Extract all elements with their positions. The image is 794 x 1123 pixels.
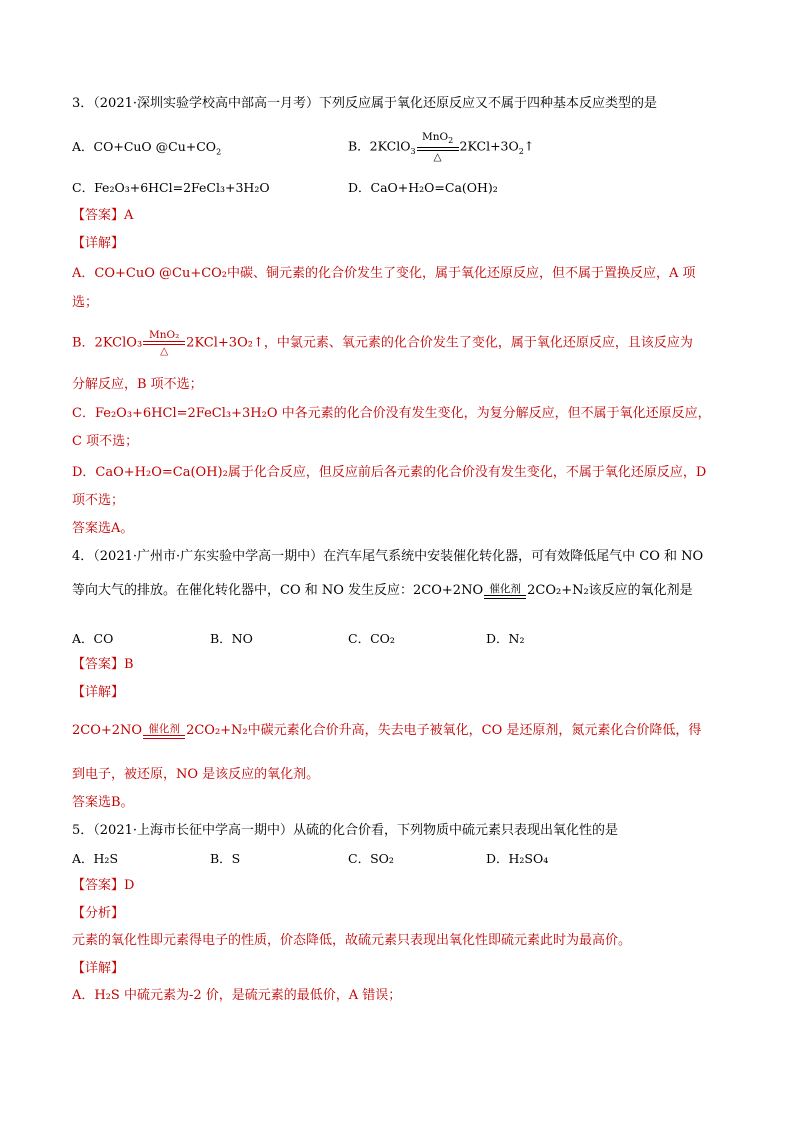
q3-explain-b-head: B．2KClO₃ (72, 335, 143, 351)
q5-answer: 【答案】D (72, 878, 135, 893)
q3-option-b-label: B．2KClO (348, 138, 411, 154)
q3-detail-title: 【详解】 (72, 236, 125, 251)
q5-option-a: A．H₂S (72, 851, 119, 866)
q4-stem-2 (72, 582, 693, 600)
q3-conclusion: 答案选A。 (72, 521, 134, 536)
q3-option-b-catalyst: MnO$_2$ (421, 131, 454, 146)
q5-analysis-title: 【分析】 (72, 906, 125, 921)
q4-explain-2: 到电子，被还原，NO 是该反应的氧化剂。 (72, 767, 320, 782)
q3-explain-a-1: A．CO+CuO @Cu+CO₂中碳、铜元素的化合价发生了变化，属于氧化还原反应，但不属于置换反应，A 项 (72, 266, 696, 281)
q4-detail-title: 【详解】 (72, 685, 125, 700)
q3-explain-b-1 (72, 329, 693, 357)
q3-option-c: C．Fe₂O₃+6HCl=2FeCl₃+3H₂O (72, 180, 270, 195)
q4-explain-catalyst: 催化剂 (148, 722, 180, 735)
reaction-equals-icon (143, 735, 185, 739)
q3-explain-d-1: D．CaO+H₂O=Ca(OH)₂属于化合反应，但反应前后各元素的化合价没有发生变化，不属于氧化还原反应，D (72, 465, 707, 480)
q4-conclusion: 答案选B。 (72, 795, 134, 810)
q3-explain-c-2: C 项不选； (72, 434, 139, 449)
heat-triangle-icon: △ (433, 151, 442, 164)
reaction-equals-icon (484, 595, 526, 599)
gas-arrow-icon: ↑ (523, 138, 535, 154)
q4-stem-condition (484, 583, 526, 599)
q5-option-b: B．S (210, 851, 241, 866)
q5-analysis: 元素的氧化性即元素得电子的性质，价态降低，故硫元素只表现出氧化性即硫元素此时为最高价。 (72, 933, 632, 948)
q4-option-b: B．NO (210, 631, 253, 646)
q4-option-a: A．CO (72, 631, 114, 646)
q3-explain-b-catalyst: MnO₂ (149, 329, 180, 341)
q4-stem-2-tail: 2CO₂+N₂该反应的氧化剂是 (527, 583, 693, 598)
q3-stem: 3．（2021·深圳实验学校高中部高一月考）下列反应属于氧化还原反应又不属于四种基本反应类型的是 (72, 96, 657, 111)
q3-option-b-sub2: 2 (518, 147, 524, 157)
q3-explain-a-2: 选； (72, 295, 99, 310)
q4-stem-1: 4．（2021·广州市·广东实验中学高一期中）在汽车尾气系统中安装催化转化器，可有效降低尾气中 CO 和 NO (72, 549, 704, 564)
q5-detail-title: 【详解】 (72, 961, 125, 976)
q3-option-a-sub: 2 (216, 147, 222, 157)
q4-stem-2-head: 等向大气的排放。在催化转化器中，CO 和 NO 发生反应：2CO+2NO (72, 583, 484, 598)
q4-stem-catalyst: 催化剂 (489, 582, 521, 595)
q3-explain-c-1: C．Fe₂O₃+6HCl=2FeCl₃+3H₂O 中各元素的化合价没有发生变化，为复分解反应，但不属于氧化还原反应， (72, 406, 711, 421)
q4-explain-tail: 2CO₂+N₂中碳元素化合价升高，失去电子被氧化，CO 是还原剂，氮元素化合价降低，得 (186, 723, 702, 738)
q4-explain-head: 2CO+2NO (72, 723, 143, 738)
q4-explain-1 (72, 722, 701, 740)
q3-option-b-rest: 2KCl+3O (459, 138, 519, 154)
q5-explain-a: A．H₂S 中硫元素为-2 价，是硫元素的最低价，A 错误； (72, 988, 402, 1003)
q3-explain-d-2: 项不选； (72, 493, 125, 508)
q3-explain-b-tail: 2KCl+3O₂↑，中氯元素、氧元素的化合价发生了变化，属于氧化还原反应，且该反应为 (186, 335, 693, 351)
heat-triangle-icon: △ (160, 345, 169, 357)
q3-explain-b-condition (143, 329, 185, 357)
q4-answer: 【答案】B (72, 657, 134, 672)
q4-option-d: D．N₂ (486, 631, 525, 646)
q4-option-c: C．CO₂ (348, 631, 395, 646)
q3-option-a-text: A．CO+CuO @Cu+CO (72, 139, 217, 154)
q5-stem: 5．（2021·上海市长征中学高一期中）从硫的化合价看，下列物质中硫元素只表现出氧化性的是 (72, 823, 618, 838)
q5-option-d: D．H₂SO₄ (486, 851, 549, 866)
q3-explain-b-2: 分解反应，B 项不选； (72, 377, 203, 392)
q3-option-a (72, 138, 221, 162)
q3-option-b-condition (417, 131, 459, 163)
q5-option-c: C．SO₂ (348, 851, 394, 866)
q3-option-b-sub1: 3 (410, 147, 416, 157)
q3-option-b (348, 131, 534, 163)
q3-answer: 【答案】A (72, 208, 134, 223)
q4-explain-condition (143, 723, 185, 739)
q3-option-d: D．CaO+H₂O=Ca(OH)₂ (348, 180, 498, 195)
